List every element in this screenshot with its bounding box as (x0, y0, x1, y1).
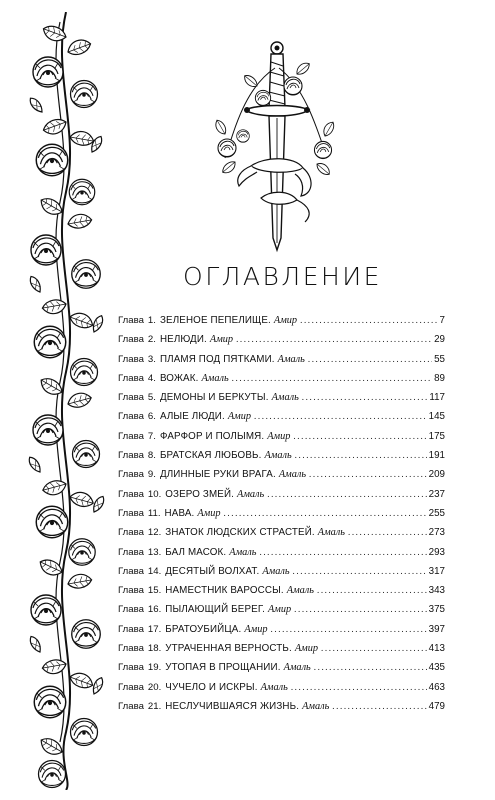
page-number: 479 (428, 700, 445, 712)
chapter-narrator: Амир (273, 315, 298, 326)
chapter-narrator: Амир (267, 604, 292, 616)
page-number: 435 (428, 662, 445, 674)
dot-leader (300, 311, 437, 330)
toc-entry (118, 388, 445, 407)
chapter-title: БРАТСКАЯ ЛЮБОВЬ. (159, 450, 262, 462)
chapter-narrator: Амир (197, 507, 221, 519)
page-number: 317 (428, 565, 445, 577)
chapter-number: 17. (147, 623, 162, 635)
dot-leader (259, 543, 426, 562)
chapter-narrator: Амаль (262, 565, 290, 577)
toc-entry (118, 446, 445, 465)
toc-entry (118, 330, 445, 349)
chapter-number: 20. (147, 681, 162, 693)
chapter-number: 5. (147, 392, 156, 404)
dot-leader (308, 350, 432, 369)
chapter-narrator: Амаль (302, 700, 330, 712)
chapter-number: 16. (147, 604, 162, 616)
toc-entry (118, 369, 445, 388)
dot-leader (232, 369, 432, 388)
chapter-label: Глава (118, 392, 144, 404)
chapter-number: 21. (147, 700, 162, 712)
page-number: 175 (428, 430, 445, 442)
dot-leader (302, 388, 428, 407)
chapter-narrator: Амаль (278, 469, 307, 481)
dot-leader (294, 600, 427, 619)
chapter-number: 6. (147, 411, 156, 423)
chapter-title: ЗНАТОК ЛЮДСКИХ СТРАСТЕЙ. (165, 527, 315, 539)
chapter-label: Глава (118, 527, 144, 539)
chapter-narrator: Амир (267, 430, 291, 442)
chapter-label: Глава (118, 623, 144, 635)
chapter-title: ДЕМОНЫ И БЕРКУТЫ. (159, 392, 269, 404)
chapter-label: Глава (118, 450, 144, 462)
chapter-label: Глава (118, 585, 144, 597)
dot-leader (293, 562, 427, 581)
chapter-title: ДЛИННЫЕ РУКИ ВРАГА. (159, 469, 276, 481)
chapter-number: 11. (147, 507, 161, 519)
chapter-narrator: Амаль (260, 681, 288, 693)
chapter-number: 12. (147, 527, 162, 539)
toc-entry (118, 678, 445, 697)
page-number: 55 (434, 353, 445, 365)
chapter-narrator: Амаль (283, 662, 311, 674)
toc-entry (118, 620, 445, 639)
chapter-title: ЧУЧЕЛО И ИСКРЫ. (165, 681, 258, 693)
page-number: 117 (429, 392, 445, 404)
chapter-title: ДЕСЯТЫЙ ВОЛХАТ. (165, 565, 260, 577)
chapter-label: Глава (118, 507, 144, 519)
chapter-narrator: Амир (294, 643, 319, 655)
page-number: 375 (428, 604, 445, 616)
chapter-narrator: Амир (209, 334, 234, 346)
toc-entry (118, 600, 445, 619)
dot-leader (317, 581, 427, 600)
chapter-title: НАВА. (164, 507, 195, 519)
chapter-title: ВОЖАК. (159, 372, 199, 384)
chapter-label: Глава (118, 565, 144, 577)
chapter-number: 18. (147, 643, 162, 655)
toc-entry (118, 658, 445, 677)
toc-entry (118, 639, 445, 658)
chapter-number: 10. (147, 488, 162, 500)
dot-leader (321, 639, 427, 658)
dot-leader (295, 446, 427, 465)
chapter-label: Глава (118, 643, 144, 655)
toc-entry (118, 485, 445, 504)
chapter-narrator: Амаль (237, 488, 265, 500)
toc-entry (118, 504, 445, 523)
chapter-number: 8. (147, 450, 156, 462)
chapter-narrator: Амаль (286, 585, 314, 597)
chapter-number: 3. (147, 353, 156, 365)
chapter-narrator: Амаль (229, 546, 257, 558)
chapter-label: Глава (118, 469, 144, 481)
chapter-title: НАМЕСТНИК ВАРОССЫ. (165, 585, 284, 597)
toc-entry (118, 407, 445, 426)
chapter-narrator: Амир (227, 411, 252, 423)
chapter-narrator: Амир (244, 623, 268, 635)
dot-leader (291, 678, 427, 697)
chapter-title: БАЛ МАСОК. (165, 546, 227, 558)
chapter-number: 7. (147, 430, 156, 442)
dot-leader (332, 697, 426, 716)
chapter-title: ОЗЕРО ЗМЕЙ. (165, 488, 235, 500)
dot-leader (236, 330, 432, 349)
page-number: 29 (434, 334, 445, 346)
toc-entry (118, 350, 445, 369)
chapter-number: 4. (147, 372, 156, 384)
chapter-narrator: Амаль (201, 372, 229, 384)
chapter-label: Глава (118, 604, 144, 616)
chapter-label: Глава (118, 430, 144, 442)
toc-entry (118, 427, 445, 446)
page-number: 145 (428, 411, 445, 423)
dot-leader (271, 620, 427, 639)
page-number: 237 (428, 488, 445, 500)
toc-entry (118, 581, 445, 600)
chapter-number: 14. (147, 565, 162, 577)
page-title: ОГЛАВЛЕНИЕ (183, 262, 382, 291)
dot-leader (348, 523, 427, 542)
chapter-label: Глава (118, 353, 144, 365)
chapter-label: Глава (118, 700, 144, 712)
dot-leader (309, 465, 427, 484)
page-number: 89 (434, 372, 445, 384)
page-number: 7 (439, 315, 445, 326)
page-number: 255 (428, 507, 445, 519)
page-number: 293 (428, 546, 445, 558)
chapter-title: НЕСЛУЧИВШАЯСЯ ЖИЗНЬ. (165, 700, 300, 712)
page-number: 273 (428, 527, 445, 539)
chapter-title: ПЛАМЯ ПОД ПЯТКАМИ. (159, 353, 275, 365)
floral-border-ornament (22, 12, 110, 790)
page-number: 397 (428, 623, 445, 635)
chapter-title: УТРАЧЕННАЯ ВЕРНОСТЬ. (165, 643, 292, 655)
chapter-title: БРАТОУБИЙЦА. (165, 623, 242, 635)
dot-leader (224, 504, 427, 523)
chapter-title: НЕЛЮДИ. (159, 334, 207, 346)
page-number: 463 (428, 681, 445, 693)
toc-entry (118, 697, 445, 716)
chapter-title: УТОПАЯ В ПРОЩАНИИ. (165, 662, 281, 674)
chapter-number: 19. (147, 662, 162, 674)
chapter-title: АЛЫЕ ЛЮДИ. (159, 411, 225, 423)
chapter-label: Глава (118, 315, 144, 326)
chapter-narrator: Амаль (271, 392, 299, 404)
page-number: 343 (428, 585, 445, 597)
chapter-label: Глава (118, 411, 144, 423)
chapter-narrator: Амаль (317, 527, 345, 539)
page-number: 209 (428, 469, 445, 481)
chapter-number: 2. (147, 334, 156, 346)
dagger-roses-emblem (205, 38, 345, 258)
chapter-label: Глава (118, 662, 144, 674)
chapter-narrator: Амаль (264, 450, 292, 462)
chapter-narrator: Амаль (277, 353, 305, 365)
chapter-number: 15. (147, 585, 162, 597)
chapter-label: Глава (118, 488, 144, 500)
chapter-title: ФАРФОР И ПОЛЫМЯ. (159, 430, 265, 442)
chapter-number: 9. (147, 469, 156, 481)
toc-entry (118, 562, 445, 581)
chapter-number: 13. (147, 546, 162, 558)
chapter-title: ЗЕЛЕНОЕ ПЕПЕЛИЩЕ. (159, 315, 271, 326)
chapter-label: Глава (118, 334, 144, 346)
chapter-label: Глава (118, 546, 144, 558)
chapter-label: Глава (118, 681, 144, 693)
toc-entry (118, 543, 445, 562)
dot-leader (254, 407, 427, 426)
table-of-contents (118, 311, 445, 716)
chapter-label: Глава (118, 372, 144, 384)
dot-leader (267, 485, 426, 504)
page-number: 191 (428, 450, 445, 462)
chapter-title: ПЫЛАЮЩИЙ БЕРЕГ. (165, 604, 265, 616)
toc-entry (118, 523, 445, 542)
dot-leader (314, 658, 427, 677)
toc-entry (118, 311, 445, 330)
dot-leader (293, 427, 426, 446)
page-number: 413 (428, 643, 445, 655)
chapter-number: 1. (147, 315, 156, 326)
toc-entry (118, 465, 445, 484)
